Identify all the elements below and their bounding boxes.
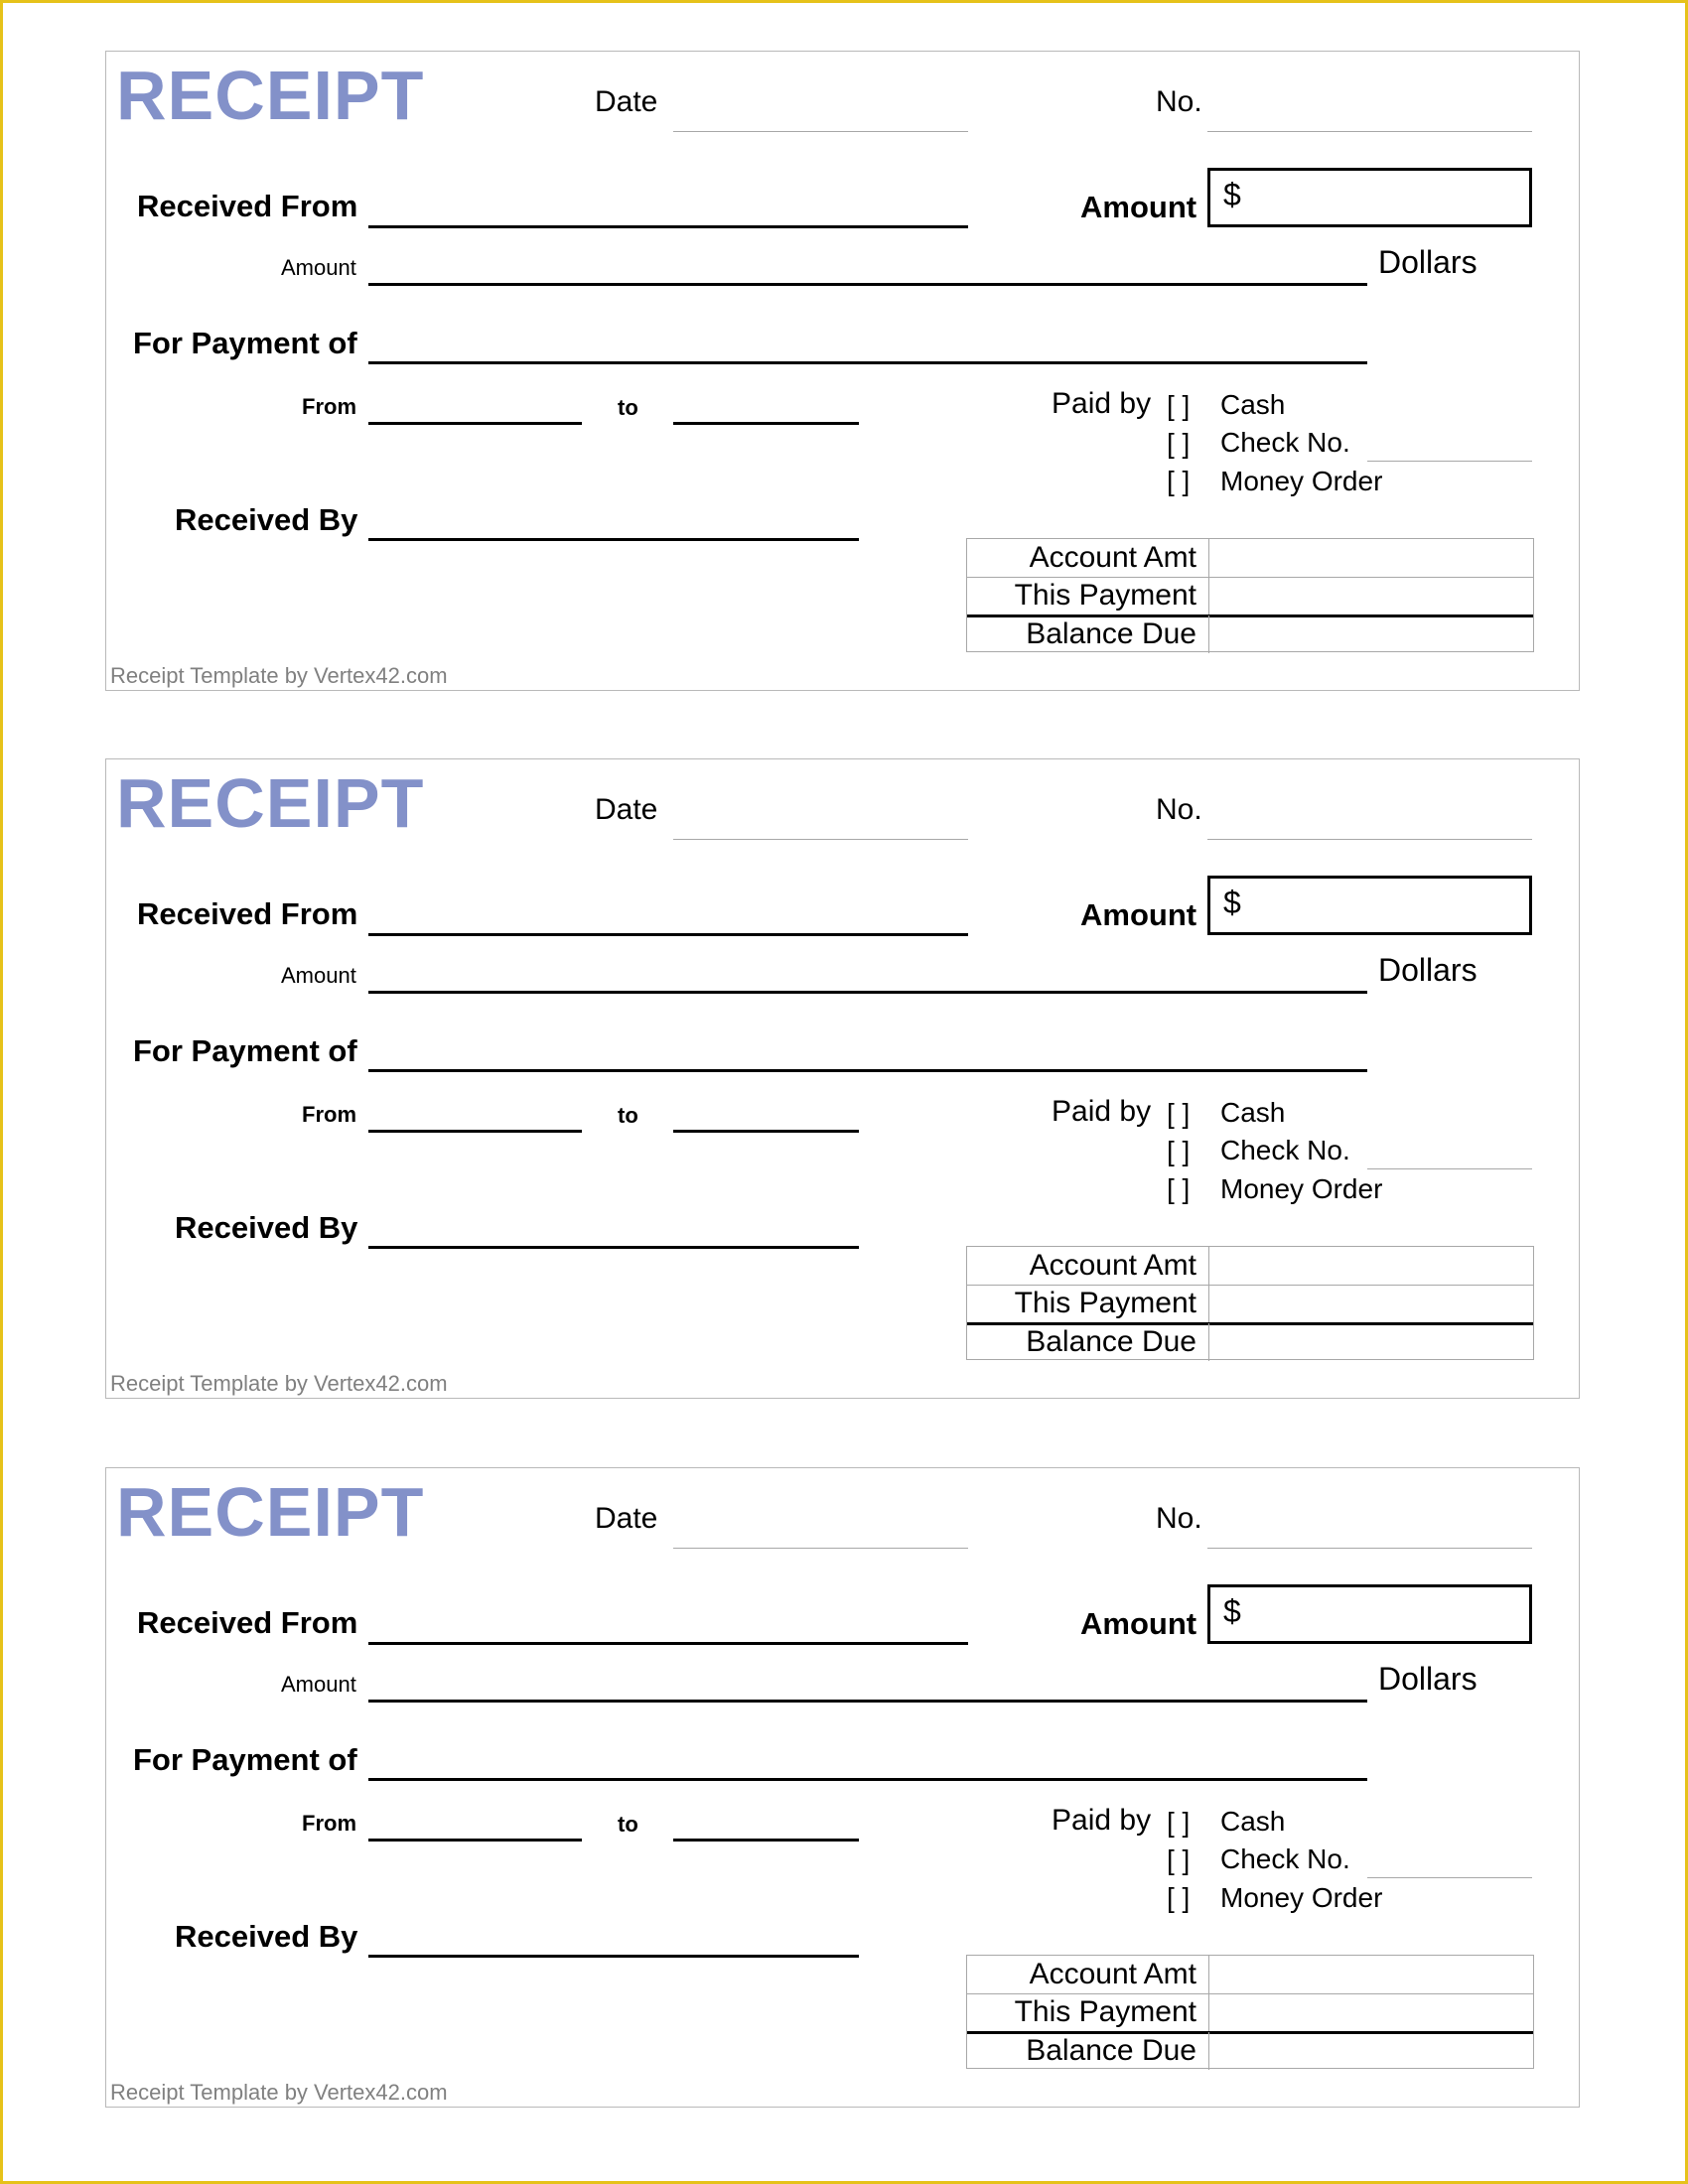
date-field[interactable] [673, 131, 968, 132]
to-label: to [618, 1103, 638, 1128]
receipt-number-label: No. [1156, 793, 1202, 826]
account-amt-label: Account Amt [967, 1247, 1209, 1285]
receipt-title: RECEIPT [116, 1473, 425, 1551]
money-order-checkbox[interactable]: [ ] [1167, 1882, 1191, 1913]
template-credit: Receipt Template by Vertex42.com [110, 663, 448, 688]
from-label: From [302, 394, 356, 419]
template-credit: Receipt Template by Vertex42.com [110, 2080, 448, 2105]
from-label: From [302, 1102, 356, 1127]
summary-row-account-amt[interactable] [967, 1956, 1533, 1994]
for-payment-label: For Payment of [133, 1742, 357, 1777]
money-order-checkbox[interactable]: [ ] [1167, 1173, 1191, 1204]
to-field[interactable] [673, 1839, 859, 1842]
received-by-label: Received By [175, 1919, 358, 1954]
amount-words-label: Amount [281, 255, 356, 280]
received-from-label: Received From [137, 1605, 358, 1640]
template-credit: Receipt Template by Vertex42.com [110, 1371, 448, 1396]
check-no-field[interactable] [1367, 1877, 1532, 1878]
money-order-label: Money Order [1220, 1173, 1383, 1204]
received-by-field[interactable] [368, 1955, 859, 1958]
amount-words-label: Amount [281, 1672, 356, 1697]
from-field[interactable] [368, 422, 582, 425]
dollars-label: Dollars [1378, 244, 1477, 280]
date-label: Date [595, 85, 658, 118]
account-amt-label: Account Amt [967, 539, 1209, 577]
receipt-number-field[interactable] [1207, 839, 1532, 840]
check-no-field[interactable] [1367, 1168, 1532, 1169]
cash-label: Cash [1220, 389, 1286, 420]
amount-words-label: Amount [281, 963, 356, 988]
date-label: Date [595, 1502, 658, 1535]
from-label: From [302, 1811, 356, 1836]
receipt-title: RECEIPT [116, 57, 425, 134]
this-payment-label: This Payment [967, 577, 1209, 614]
from-field[interactable] [368, 1839, 582, 1842]
payment-summary-table [966, 1246, 1534, 1360]
amount-input-box[interactable] [1207, 1584, 1532, 1644]
received-by-label: Received By [175, 502, 358, 537]
check-checkbox[interactable]: [ ] [1167, 1844, 1191, 1875]
receipt-card-3 [105, 1467, 1580, 2108]
summary-row-account-amt[interactable] [967, 539, 1533, 578]
summary-row-this-payment[interactable] [967, 1993, 1533, 2034]
paid-by-label: Paid by [1052, 1804, 1152, 1837]
received-from-label: Received From [137, 896, 358, 931]
to-field[interactable] [673, 422, 859, 425]
dollars-label: Dollars [1378, 1661, 1477, 1697]
summary-row-this-payment[interactable] [967, 1285, 1533, 1325]
money-order-label: Money Order [1220, 466, 1383, 496]
received-from-field[interactable] [368, 933, 968, 936]
receipt-number-label: No. [1156, 1502, 1202, 1535]
payment-summary-table [966, 538, 1534, 652]
summary-row-account-amt[interactable] [967, 1247, 1533, 1286]
receipt-card-1 [105, 51, 1580, 691]
summary-row-balance-due[interactable] [967, 615, 1533, 653]
balance-due-label: Balance Due [967, 1323, 1209, 1361]
payment-summary-table [966, 1955, 1534, 2069]
dollars-label: Dollars [1378, 952, 1477, 988]
amount-label: Amount [1080, 190, 1197, 224]
received-by-field[interactable] [368, 538, 859, 541]
balance-due-label: Balance Due [967, 2032, 1209, 2070]
receipt-card-2 [105, 758, 1580, 1399]
this-payment-label: This Payment [967, 1285, 1209, 1322]
received-from-field[interactable] [368, 225, 968, 228]
cash-checkbox[interactable]: [ ] [1167, 1807, 1191, 1838]
cash-label: Cash [1220, 1806, 1286, 1837]
account-amt-label: Account Amt [967, 1956, 1209, 1993]
date-field[interactable] [673, 839, 968, 840]
dollar-sign: $ [1223, 177, 1241, 212]
this-payment-label: This Payment [967, 1993, 1209, 2031]
for-payment-field[interactable] [368, 1069, 1367, 1072]
to-label: to [618, 395, 638, 420]
for-payment-label: For Payment of [133, 326, 357, 360]
amount-input-box[interactable] [1207, 876, 1532, 935]
for-payment-field[interactable] [368, 1778, 1367, 1781]
check-checkbox[interactable]: [ ] [1167, 428, 1191, 459]
for-payment-field[interactable] [368, 361, 1367, 364]
dollar-sign: $ [1223, 885, 1241, 920]
paid-by-label: Paid by [1052, 387, 1152, 420]
summary-row-balance-due[interactable] [967, 1323, 1533, 1361]
receipt-number-field[interactable] [1207, 131, 1532, 132]
check-no-label: Check No. [1220, 427, 1350, 458]
received-by-field[interactable] [368, 1246, 859, 1249]
cash-checkbox[interactable]: [ ] [1167, 1098, 1191, 1129]
amount-words-field[interactable] [368, 1700, 1367, 1703]
summary-row-this-payment[interactable] [967, 577, 1533, 617]
money-order-label: Money Order [1220, 1882, 1383, 1913]
paid-by-label: Paid by [1052, 1095, 1152, 1128]
date-field[interactable] [673, 1548, 968, 1549]
money-order-checkbox[interactable]: [ ] [1167, 466, 1191, 496]
to-label: to [618, 1812, 638, 1837]
check-no-field[interactable] [1367, 461, 1532, 462]
dollar-sign: $ [1223, 1593, 1241, 1629]
to-field[interactable] [673, 1130, 859, 1133]
amount-input-box[interactable] [1207, 168, 1532, 227]
check-no-label: Check No. [1220, 1843, 1350, 1874]
amount-words-field[interactable] [368, 283, 1367, 286]
received-from-field[interactable] [368, 1642, 968, 1645]
amount-words-field[interactable] [368, 991, 1367, 994]
cash-label: Cash [1220, 1097, 1286, 1128]
amount-label: Amount [1080, 897, 1197, 932]
balance-due-label: Balance Due [967, 615, 1209, 653]
receipt-number-label: No. [1156, 85, 1202, 118]
cash-checkbox[interactable]: [ ] [1167, 390, 1191, 421]
check-no-label: Check No. [1220, 1135, 1350, 1165]
from-field[interactable] [368, 1130, 582, 1133]
summary-row-balance-due[interactable] [967, 2032, 1533, 2070]
received-from-label: Received From [137, 189, 358, 223]
check-checkbox[interactable]: [ ] [1167, 1136, 1191, 1166]
receipt-title: RECEIPT [116, 764, 425, 842]
for-payment-label: For Payment of [133, 1033, 357, 1068]
amount-label: Amount [1080, 1606, 1197, 1641]
receipt-number-field[interactable] [1207, 1548, 1532, 1549]
received-by-label: Received By [175, 1210, 358, 1245]
date-label: Date [595, 793, 658, 826]
